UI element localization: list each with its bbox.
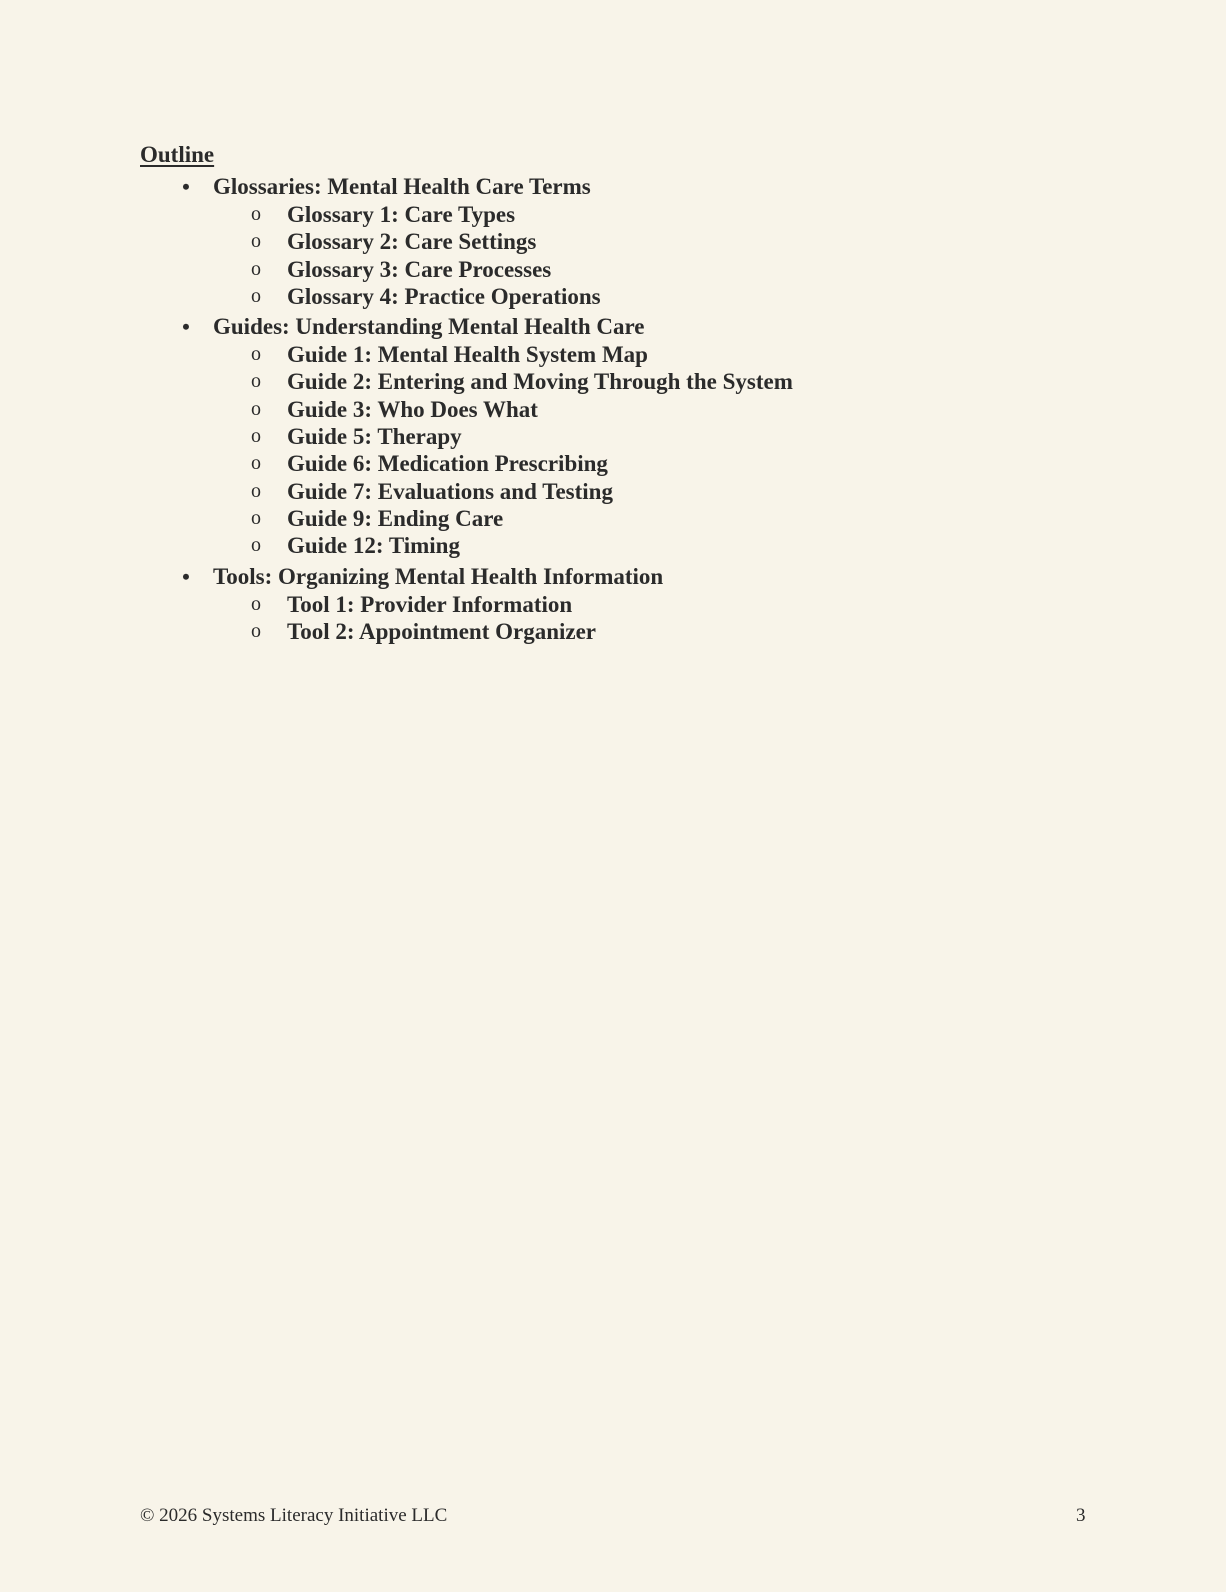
outline-section-tools [140, 562, 1100, 646]
section-label: Glossaries: Mental Health Care Terms [213, 174, 591, 199]
footer-copyright: © 2026 Systems Literacy Initiative LLC [140, 1505, 448, 1526]
hollow-bullet-icon: o [251, 370, 261, 393]
list-item [140, 423, 1100, 450]
list-item-label: Guide 9: Ending Care [287, 505, 504, 531]
outline-list [140, 172, 1100, 647]
list-item [140, 396, 1100, 423]
list-item-label: Tool 1: Provider Information [287, 591, 573, 617]
hollow-bullet-icon: o [251, 534, 261, 557]
list-item-label: Guide 3: Who Does What [287, 396, 538, 422]
hollow-bullet-icon: o [251, 506, 261, 529]
list-item-label: Glossary 3: Care Processes [287, 256, 552, 282]
filled-bullet-icon: • [182, 174, 190, 199]
list-item [140, 283, 1100, 310]
list-item-label: Glossary 4: Practice Operations [287, 283, 601, 309]
hollow-bullet-icon: o [251, 425, 261, 448]
list-item-label: Glossary 2: Care Settings [287, 229, 537, 255]
outline-section-row [140, 172, 1100, 201]
outline-section-row [140, 312, 1100, 341]
list-item [140, 478, 1100, 505]
sub-list [140, 201, 1100, 310]
list-item [140, 256, 1100, 283]
sub-list [140, 341, 1100, 559]
list-item [140, 450, 1100, 477]
outline-section-row [140, 562, 1100, 591]
outline-section-glossaries [140, 172, 1100, 310]
list-item [140, 228, 1100, 255]
hollow-bullet-icon: o [251, 397, 261, 420]
hollow-bullet-icon: o [251, 257, 261, 280]
list-item-label: Guide 12: Timing [287, 533, 460, 559]
list-item-label: Glossary 1: Care Types [287, 202, 516, 227]
hollow-bullet-icon: o [251, 479, 261, 502]
page-number: 3 [1076, 1505, 1086, 1526]
outline-section-guides [140, 312, 1100, 559]
list-item-label: Guide 5: Therapy [287, 424, 462, 450]
hollow-bullet-icon: o [251, 592, 261, 615]
list-item [140, 618, 1100, 645]
list-item [140, 532, 1100, 559]
list-item-label: Guide 2: Entering and Moving Through the System [287, 369, 793, 395]
list-item [140, 505, 1100, 532]
list-item-label: Guide 6: Medication Prescribing [287, 451, 608, 477]
section-label: Guides: Understanding Mental Health Care [213, 314, 645, 340]
list-item [140, 341, 1100, 368]
hollow-bullet-icon: o [251, 230, 261, 253]
list-item-label: Tool 2: Appointment Organizer [287, 618, 597, 644]
hollow-bullet-icon: o [251, 284, 261, 307]
filled-bullet-icon: • [182, 314, 190, 340]
hollow-bullet-icon: o [251, 619, 261, 642]
list-item-label: Guide 7: Evaluations and Testing [287, 478, 613, 504]
list-item [140, 201, 1100, 228]
hollow-bullet-icon: o [251, 343, 261, 366]
hollow-bullet-icon: o [251, 452, 261, 475]
filled-bullet-icon: • [182, 563, 190, 589]
list-item [140, 591, 1100, 618]
hollow-bullet-icon: o [251, 203, 261, 225]
section-label: Tools: Organizing Mental Health Information [213, 563, 664, 589]
list-item [140, 368, 1100, 395]
outline-heading: Outline [140, 142, 215, 167]
sub-list [140, 591, 1100, 646]
list-item-label: Guide 1: Mental Health System Map [287, 342, 648, 368]
